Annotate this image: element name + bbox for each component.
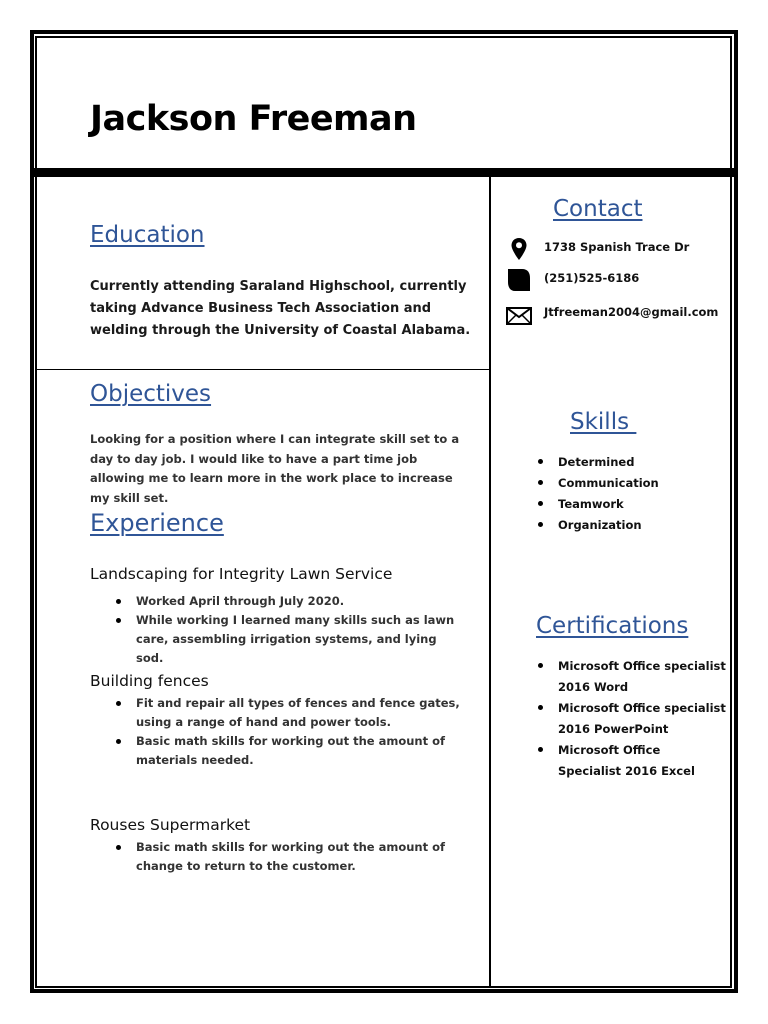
list-item: Fit and repair all types of fences and fence gates, using a range of hand and power tools. <box>114 694 464 732</box>
header-divider <box>33 168 735 177</box>
list-item: Communication <box>536 473 731 494</box>
contact-phone-row <box>506 268 731 292</box>
column-divider <box>489 177 491 987</box>
contact-email: Jtfreeman2004@gmail.com <box>544 305 719 319</box>
contact-heading: Contact <box>553 196 643 222</box>
list-item: Teamwork <box>536 494 731 515</box>
objectives-heading: Objectives <box>90 381 212 407</box>
skills-list <box>536 452 731 536</box>
contact-address-row <box>506 237 731 261</box>
contact-address: 1738 Spanish Trace Dr <box>544 240 690 254</box>
education-divider <box>37 369 490 370</box>
list-item: Worked April through July 2020. <box>114 592 464 611</box>
objectives-text: Looking for a position where I can integrate skill set to a day to day job. I would like to have a part time job allowing me to learn more in the work place to increase my skill set. <box>90 432 460 505</box>
list-item: Microsoft Office Specialist 2016 Excel <box>536 740 726 782</box>
job-title-landscaping: Landscaping for Integrity Lawn Service <box>90 565 393 583</box>
contact-phone: (251)525-6186 <box>544 271 640 285</box>
certifications-list <box>536 656 726 782</box>
phone-icon <box>506 268 532 292</box>
list-item: Organization <box>536 515 731 536</box>
envelope-icon <box>506 302 532 326</box>
contact-email-row <box>506 302 731 326</box>
location-pin-icon <box>506 237 532 261</box>
list-item: Microsoft Office specialist 2016 PowerPoint <box>536 698 726 740</box>
skills-heading: Skills <box>570 409 637 435</box>
list-item: Determined <box>536 452 731 473</box>
list-item: Basic math skills for working out the amount of change to return to the customer. <box>114 838 464 876</box>
education-text: Currently attending Saraland Highschool, currently taking Advance Business Tech Association and welding through the University of Coastal Alabama. <box>90 279 471 338</box>
list-item: Microsoft Office specialist 2016 Word <box>536 656 726 698</box>
job-bullets-landscaping <box>114 592 464 668</box>
certifications-heading: Certifications <box>536 613 689 639</box>
experience-heading: Experience <box>90 509 224 537</box>
resume-name: Jackson Freeman <box>90 99 417 139</box>
job-title-rouses: Rouses Supermarket <box>90 816 251 834</box>
list-item: While working I learned many skills such as lawn care, assembling irrigation systems, and lying sod. <box>114 611 464 668</box>
list-item: Basic math skills for working out the amount of materials needed. <box>114 732 464 770</box>
job-title-fences: Building fences <box>90 672 209 690</box>
job-bullets-fences <box>114 694 464 770</box>
education-heading: Education <box>90 222 205 248</box>
job-bullets-rouses <box>114 838 464 876</box>
